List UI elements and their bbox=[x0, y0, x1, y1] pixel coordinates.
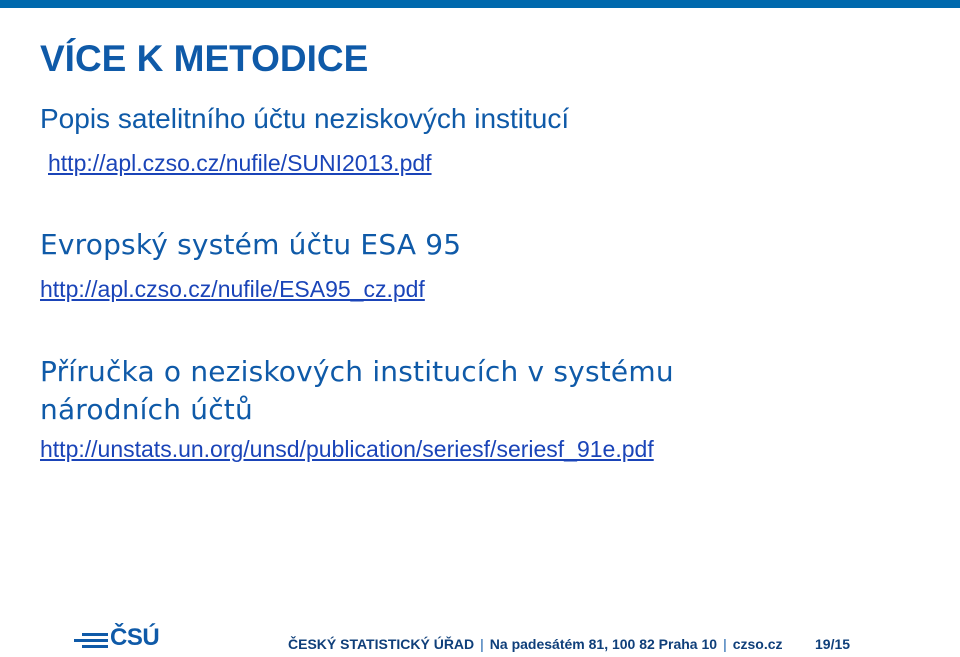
page-number: 19/15 bbox=[815, 636, 851, 652]
slide-title: VÍCE K METODICE bbox=[40, 38, 369, 79]
footer-address: Na padesátém 81, 100 82 Praha 10 bbox=[489, 636, 718, 652]
link-un-handbook-pdf[interactable]: http://unstats.un.org/unsd/publication/seriesf/seriesf_91e.pdf bbox=[40, 436, 654, 462]
footer-organization: ČESKÝ STATISTICKÝ ÚŘAD bbox=[288, 636, 475, 652]
footer-website: czso.cz bbox=[732, 636, 783, 652]
top-accent-bar bbox=[0, 0, 960, 8]
link-suni2013-pdf[interactable]: http://apl.czso.cz/nufile/SUNI2013.pdf bbox=[48, 150, 432, 176]
section-heading-esa95: Evropský systém účtu ESA 95 bbox=[40, 228, 462, 261]
logo-text: ČSÚ bbox=[110, 624, 160, 651]
footer-separator: | bbox=[480, 636, 484, 652]
section-heading-nonprofit-account: Popis satelitního účtu neziskových institucí bbox=[40, 103, 570, 134]
logo-lines-icon bbox=[74, 633, 108, 651]
footer-separator: | bbox=[723, 636, 727, 652]
czso-logo bbox=[74, 626, 164, 652]
section-heading-handbook: Příručka o neziskových institucích v systému národních účtů bbox=[40, 355, 674, 426]
link-esa95-pdf[interactable]: http://apl.czso.cz/nufile/ESA95_cz.pdf bbox=[40, 276, 425, 302]
footer-info bbox=[288, 636, 783, 652]
